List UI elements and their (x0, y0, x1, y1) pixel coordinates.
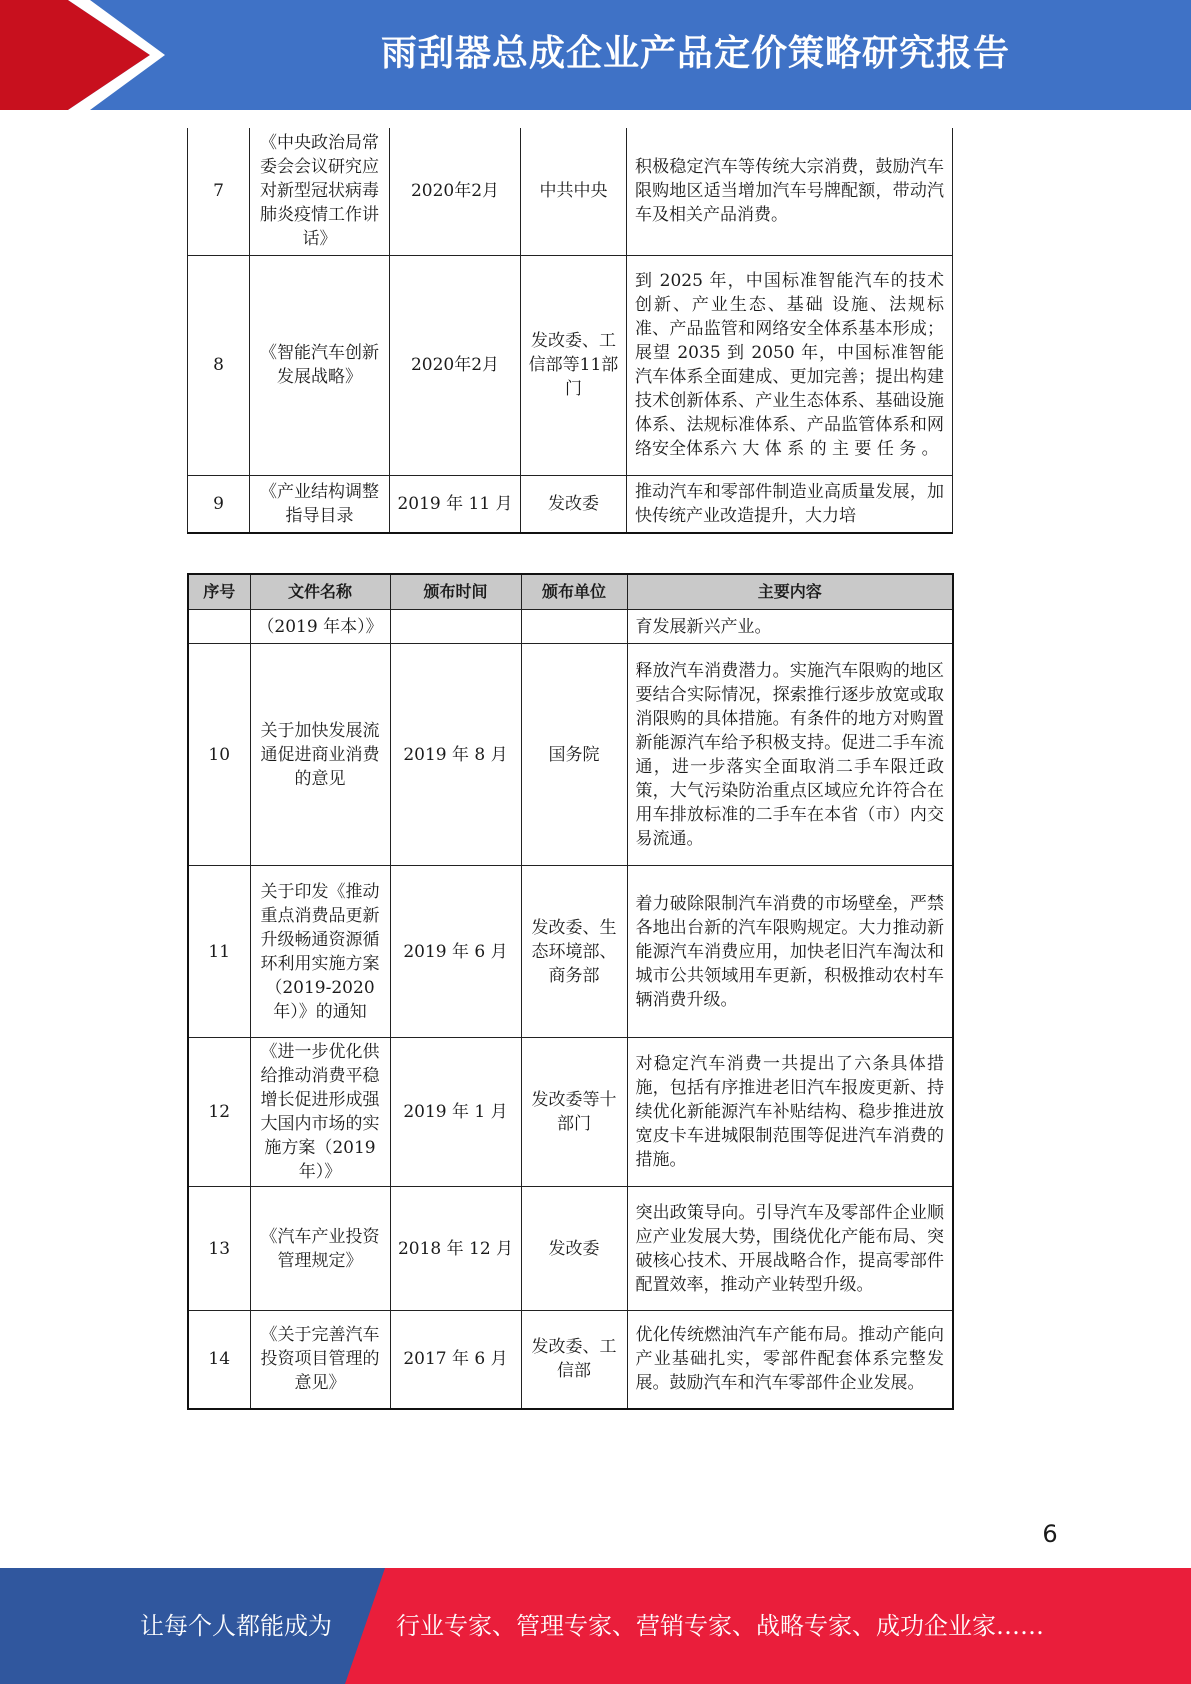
row-number: 14 (188, 1311, 250, 1409)
main-content: 育发展新兴产业。 (627, 610, 953, 644)
table-row (188, 255, 953, 475)
page-footer (0, 1568, 1191, 1684)
main-content: 突出政策导向。引导汽车及零部件企业顺应产业发展大势，围绕优化产能布局、突破核心技术、开展战略合作，提高零部件配置效率，推动产业转型升级。 (627, 1187, 953, 1311)
policy-table (187, 573, 954, 1410)
row-number: 12 (188, 1038, 250, 1187)
policy-table-continued (187, 128, 953, 534)
row-number: 8 (188, 255, 250, 475)
issuer: 发改委 (521, 1187, 627, 1311)
issuer: 发改委等十部门 (521, 1038, 627, 1187)
row-number (188, 610, 250, 644)
issuer: 发改委、工信部等11部门 (521, 255, 627, 475)
document-name: 关于加快发展流通促进商业消费的意见 (250, 644, 390, 866)
main-content: 着力破除限制汽车消费的市场壁垒，严禁各地出台新的汽车限购规定。大力推动新能源汽车消费应用，加快老旧汽车淘汰和城市公共领域用车更新，积极推动农村车辆消费升级。 (627, 866, 953, 1038)
main-content: 到 2025 年，中国标准智能汽车的技术创新、产业生态、基础 设施、法规标准、产品监管和网络安全体系基本形成；展望 2035 到 2050 年，中国标准智能汽车体系全面建成、更加完善；提出构建技术创新体系、产业生态体系、基础设施体系、法规标准体系、产品监管体系和网络安全体系六 大 体 系 的 主 要 任 务 。 (627, 255, 953, 475)
main-content: 优化传统燃油汽车产能布局。推动产能向产业基础扎实，零部件配套体系完整发展。鼓励汽车和汽车零部件企业发展。 (627, 1311, 953, 1409)
report-title: 雨刮器总成企业产品定价策略研究报告 (380, 33, 1010, 74)
row-number: 7 (188, 128, 250, 255)
table-row (188, 1038, 953, 1187)
table-row (188, 1187, 953, 1311)
header-date: 颁布时间 (390, 574, 521, 610)
issue-date: 2019 年 11 月 (390, 475, 521, 533)
page-header (0, 0, 1191, 110)
header-content: 主要内容 (627, 574, 953, 610)
document-name: 《关于完善汽车投资项目管理的意见》 (250, 1311, 390, 1409)
row-number: 11 (188, 866, 250, 1038)
issuer: 发改委、工信部 (521, 1311, 627, 1409)
table-row (188, 128, 953, 255)
footer-slogan-right: 行业专家、管理专家、营销专家、战略专家、成功企业家…… (396, 1612, 1044, 1640)
row-number: 13 (188, 1187, 250, 1311)
main-content: 对稳定汽车消费一共提出了六条具体措施，包括有序推进老旧汽车报废更新、持续优化新能源汽车补贴结构、稳步推进放宽皮卡车进城限制范围等促进汽车消费的措施。 (627, 1038, 953, 1187)
table-row (188, 644, 953, 866)
document-name: 《产业结构调整指导目录 (250, 475, 390, 533)
table-header-row (188, 574, 953, 610)
document-name: 《中央政治局常委会会议研究应对新型冠状病毒肺炎疫情工作讲话》 (250, 128, 390, 255)
issuer: 发改委 (521, 475, 627, 533)
issuer: 中共中央 (521, 128, 627, 255)
issuer (521, 610, 627, 644)
issue-date: 2019 年 6 月 (390, 866, 521, 1038)
footer-slogan-left: 让每个人都能成为 (140, 1612, 332, 1640)
issue-date (390, 610, 521, 644)
document-name: 关于印发《推动重点消费品更新升级畅通资源循环利用实施方案（2019-2020年）》的通知 (250, 866, 390, 1038)
issue-date: 2018 年 12 月 (390, 1187, 521, 1311)
header-no: 序号 (188, 574, 250, 610)
main-content: 释放汽车消费潜力。实施汽车限购的地区要结合实际情况，探索推行逐步放宽或取消限购的具体措施。有条件的地方对购置新能源汽车给予积极支持。促进二手车流通，进一步落实全面取消二手车限迁政策，大气污染防治重点区域应允许符合在用车排放标准的二手车在本省（市）内交易流通。 (627, 644, 953, 866)
issuer: 国务院 (521, 644, 627, 866)
document-name: 《汽车产业投资管理规定》 (250, 1187, 390, 1311)
header-name: 文件名称 (250, 574, 390, 610)
issue-date: 2020年2月 (390, 128, 521, 255)
document-name: （2019 年本）》 (250, 610, 390, 644)
main-content: 推动汽车和零部件制造业高质量发展，加快传统产业改造提升，大力培 (627, 475, 953, 533)
header-red-arrow (0, 0, 150, 110)
table-row (188, 866, 953, 1038)
issuer: 发改委、生态环境部、商务部 (521, 866, 627, 1038)
table-row (188, 475, 953, 533)
main-content: 积极稳定汽车等传统大宗消费，鼓励汽车限购地区适当增加汽车号牌配额，带动汽车及相关产品消费。 (627, 128, 953, 255)
document-name: 《智能汽车创新发展战略》 (250, 255, 390, 475)
page-number: 6 (1042, 1520, 1058, 1548)
issue-date: 2020年2月 (390, 255, 521, 475)
table-row-continuation (188, 610, 953, 644)
header-issuer: 颁布单位 (521, 574, 627, 610)
issue-date: 2017 年 6 月 (390, 1311, 521, 1409)
issue-date: 2019 年 8 月 (390, 644, 521, 866)
row-number: 9 (188, 475, 250, 533)
issue-date: 2019 年 1 月 (390, 1038, 521, 1187)
document-name: 《进一步优化供给推动消费平稳增长促进形成强大国内市场的实施方案（2019年）》 (250, 1038, 390, 1187)
table-row (188, 1311, 953, 1409)
row-number: 10 (188, 644, 250, 866)
